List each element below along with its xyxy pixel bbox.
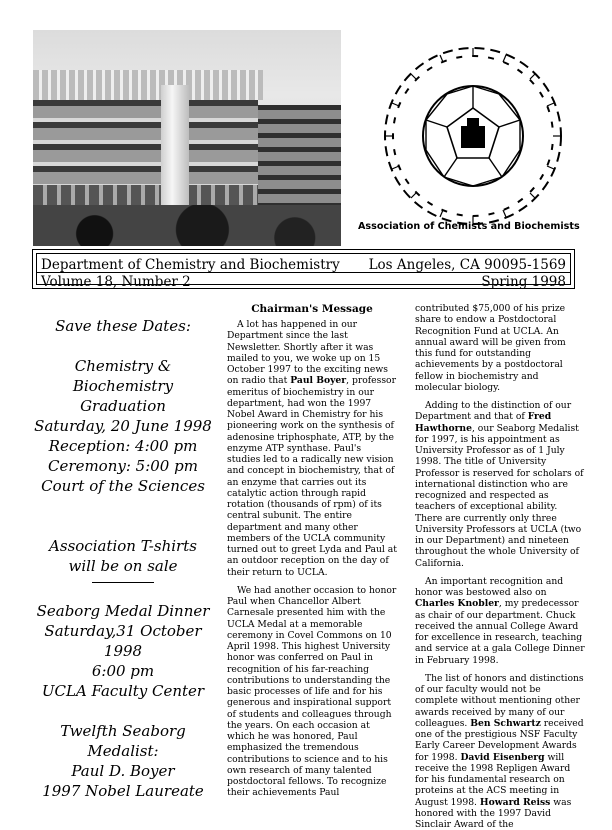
medalist-line-2: Medalist: <box>87 742 159 760</box>
ceremony-location: Court of the Sciences <box>41 477 205 495</box>
article-column-1 <box>227 303 397 799</box>
location: Los Angeles, CA 90095-1569 <box>368 257 566 273</box>
association-name: Association of Chemists and Biochemists <box>358 221 580 232</box>
person-name: Howard Reiss <box>479 796 551 808</box>
person-name: Paul Boyer <box>290 375 347 387</box>
masthead <box>32 249 575 289</box>
campus-building-photo <box>33 30 341 246</box>
medalist-note: 1997 Nobel Laureate <box>42 782 204 800</box>
ceremony-time: Ceremony: 5:00 pm <box>48 457 198 475</box>
article-paragraph-2: We had another occasion to honor Paul when Chancellor Albert Carnesale presented him with the UCLA Medal at a memorable ceremony in Covel Commons on 10 April 1998. This highest University honor was conferred on Paul in recognition of his far-reaching contributions to understanding the basic processes of life and for his generous and inspirational support of students and colleagues through the years. On each occasion at which he was honored, Paul emphasized the tremendous contributions to science and to his own research of many talented postdoctoral fellows. To recognize their achievements Paul <box>227 584 397 799</box>
section-divider <box>92 582 154 595</box>
article-paragraph-1: A lot has happened in our Department since the last Newsletter. Shortly after it was mailed to you, we woke up on 15 October 1997 to the exciting news on radio that Paul Boyer, professor emeritus of biochemistry in our department, had won the 1997 Nobel Award in Chemistry for his pioneering work on the synthesis of adenosine triphosphate, ATP, by the enzyme ATP synthase. Paul's studies led to a radically new vision and concept in biochemistry, that of an enzyme that carries out its catalytic action through rapid rotation (thousands of rpm) of its central subunit. The entire department and many other members of the UCLA community turned out to greet Lyda and Paul at an outdoor reception on the day of their return to UCLA. <box>227 319 397 578</box>
medalist-name: Paul D. Boyer <box>71 762 175 780</box>
tshirts-line-2: will be on sale <box>68 557 178 575</box>
person-name: David Eisenberg <box>460 751 545 763</box>
graduation-date: Saturday, 20 June 1998 <box>34 417 212 435</box>
person-name: Fred Hawthorne <box>415 411 552 434</box>
person-name: Ben Schwartz <box>470 717 541 729</box>
graduation-title: Chemistry & Biochemistry Graduation <box>72 357 174 415</box>
article-column-2 <box>415 303 585 830</box>
volume-number: Volume 18, Number 2 <box>41 274 191 290</box>
dinner-location: UCLA Faculty Center <box>41 682 205 700</box>
save-dates-heading: Save these Dates: <box>55 317 191 335</box>
association-logo-icon <box>375 38 571 234</box>
article-paragraph-4: Adding to the distinction of our Department and that of Fred Hawthorne, our Seaborg Medalist for 1997, is his appointment as University Professor as of 1 July 1998. The title of University Professor is reserved for scholars of international distinction who are recognized and respected as teachers of exceptional ability. There are currently only three University Professors at UCLA (two in our Department) and nineteen throughout the whole University of California. <box>415 400 584 569</box>
dinner-time: 6:00 pm <box>91 662 155 680</box>
person-name: Charles Knobler <box>415 598 499 610</box>
article-heading: Chairman's Message <box>251 303 373 315</box>
article-paragraph-6: The list of honors and distinctions of our faculty would not be complete without mentioning other awards received by many of our colleagues. Ben Schwartz received one of the prestigious NSF Faculty Early Career Development Awards for 1998. David Eisenberg will receive the 1998 Repligen Award for his fundamental research on proteins at the ACS meeting in August 1998. Howard Reiss was honored with the 1997 David Sinclair Award of the <box>415 672 584 830</box>
department-name: Department of Chemistry and Biochemistry <box>41 257 340 273</box>
dinner-title: Seaborg Medal Dinner <box>36 602 210 620</box>
tshirts-line-1: Association T-shirts <box>49 537 197 555</box>
article-paragraph-5: An important recognition and honor was bestowed also on Charles Knobler, my predecessor as chair of our department. Chuck received the annual College Award for excellence in research, teaching and service at a gala College Dinner in February 1998. <box>415 575 585 666</box>
events-column <box>28 316 218 801</box>
reception-time: Reception: 4:00 pm <box>48 437 198 455</box>
article-paragraph-3: contributed $75,000 of his prize share to endow a Postdoctoral Recognition Fund at UCLA. An annual award will be given from this fund for outstanding achievements by a postdoctoral fellow in biochemistry and molecular biology. <box>415 303 566 393</box>
medalist-line-1: Twelfth Seaborg <box>60 722 186 740</box>
dinner-date: Saturday,31 October 1998 <box>44 622 202 660</box>
issue-season: Spring 1998 <box>481 274 566 290</box>
